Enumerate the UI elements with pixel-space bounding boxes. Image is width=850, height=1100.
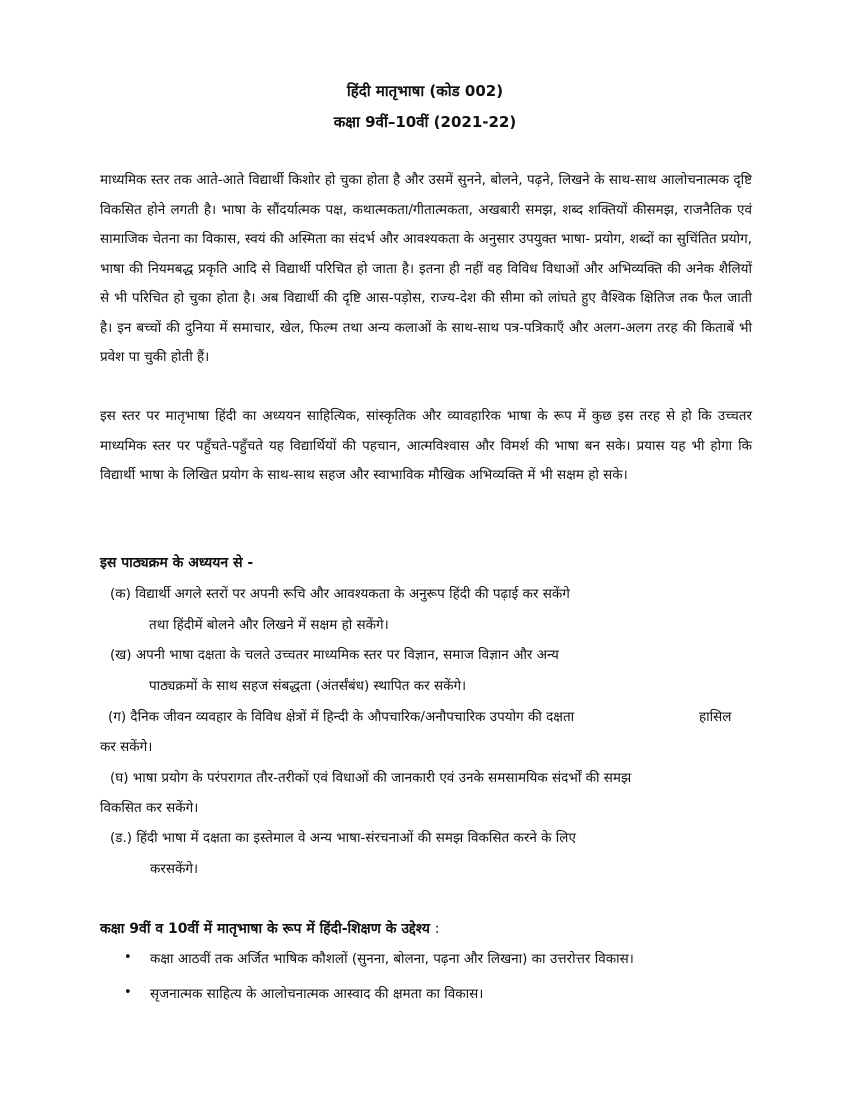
outcomes-heading: इस पाठ्यक्रम के अध्ययन से - [100, 555, 254, 571]
bullet-icon: • [124, 985, 132, 1000]
outcome-ka-line1: (क) विद्यार्थी अगले स्तरों पर अपनी रूचि और आवश्यकता के अनुरूप हिंदी की पढ़ाई कर सकेंगे [110, 586, 570, 602]
outcome-ka-line2: तथा हिंदीमें बोलने और लिखने में सक्षम हो सकेंगे। [149, 617, 389, 633]
intro-paragraph: माध्यमिक स्तर तक आते-आते विद्यार्थी किशोर हो चुका होता है और उसमें सुनने, बोलने, पढ़ने, लिखने के साथ-साथ आलोचनात्मक दृष्टि विकसित होने लगती है। भाषा के सौंदर्यात्मक पक्ष, कथात्मकता/गीतात्मकता, अखबारी समझ, शब्द शक्तियों कीसमझ, राजनैतिक एवं सामाजिक चेतना का विकास, स्वयं की अस्मिता का संदर्भ और आवश्यकता के अनुसार उपयुक्त भाषा- प्रयोग, शब्दों का सुचिंतित प्रयोग, भाषा की नियमबद्ध प्रकृति आदि से विद्यार्थी परिचित हो जाता है। इतना ही नहीं वह विविध विधाओं और अभिव्यक्ति की अनेक शैलियों से भी परिचित हो चुका होता है। अब विद्यार्थी की दृष्टि आस-पड़ोस, राज्य-देश की सीमा को लांघते हुए वैश्विक क्षितिज तक फैल जाती है। इन बच्चों की दुनिया में समाचार, खेल, फिल्म तथा अन्य कलाओं के साथ-साथ पत्र-पत्रिकाएँ और अलग-अलग तरह की किताबें भी प्रवेश पा चुकी होती हैं। [100, 172, 752, 365]
outcome-gha-line2: विकसित कर सकेंगे। [100, 800, 199, 816]
outcome-gha-line1: (घ) भाषा प्रयोग के परंपरागत तौर-तरीकों एवं विधाओं की जानकारी एवं उनके समसामयिक संदर्भों की समझ [110, 770, 632, 786]
outcome-da-line2: करसकेंगे। [150, 861, 199, 877]
outcome-ga-line1: (ग) दैनिक जीवन व्यवहार के विविध क्षेत्रों में हिन्दी के औपचारिक/अनौपचारिक उपयोग की दक्षता [108, 709, 575, 725]
bullet-icon: • [124, 950, 132, 965]
outcome-kha-line2: पाठ्यक्रमों के साथ सहज संबद्धता (अंतर्संबंध) स्थापित कर सकेंगे। [149, 678, 467, 694]
document-subtitle: कक्षा 9वीं–10वीं (2021-22) [333, 113, 517, 131]
document-title: हिंदी मातृभाषा (कोड 002) [346, 82, 504, 100]
objective-item: सृजनात्मक साहित्य के आलोचनात्मक आस्वाद की क्षमता का विकास। [150, 986, 484, 1002]
outcome-ga-line1-end: हासिल [699, 709, 732, 725]
objective-item: कक्षा आठवीं तक अर्जित भाषिक कौशलों (सुनना, बोलना, पढ़ना और लिखना) का उत्तरोत्तर विकास। [150, 951, 634, 967]
outcome-kha-line1: (ख) अपनी भाषा दक्षता के चलते उच्चतर माध्यमिक स्तर पर विज्ञान, समाज विज्ञान और अन्य [110, 647, 559, 663]
objectives-heading-text: कक्षा 9वीं व 10वीं में मातृभाषा के रूप में हिंदी-शिक्षण के उद्देश्य [100, 921, 430, 937]
objectives-heading [100, 919, 439, 938]
objectives-heading-colon: : [434, 921, 440, 937]
outcome-da-line1: (ड.) हिंदी भाषा में दक्षता का इस्तेमाल वे अन्य भाषा-संरचनाओं की समझ विकसित करने के लिए [110, 830, 576, 846]
outcome-ga-line2: कर सकेंगे। [100, 739, 153, 755]
second-paragraph: इस स्तर पर मातृभाषा हिंदी का अध्ययन साहित्यिक, सांस्कृतिक और व्यावहारिक भाषा के रूप में कुछ इस तरह से हो कि उच्चतर माध्यमिक स्तर पर पहुँचते-पहुँचते यह विद्यार्थियों की पहचान, आत्मविश्वास और विमर्श की भाषा बन सके। प्रयास यह भी होगा कि विद्यार्थी भाषा के लिखित प्रयोग के साथ-साथ सहज और स्वाभाविक मौखिक अभिव्यक्ति में भी सक्षम हो सके। [100, 408, 752, 483]
